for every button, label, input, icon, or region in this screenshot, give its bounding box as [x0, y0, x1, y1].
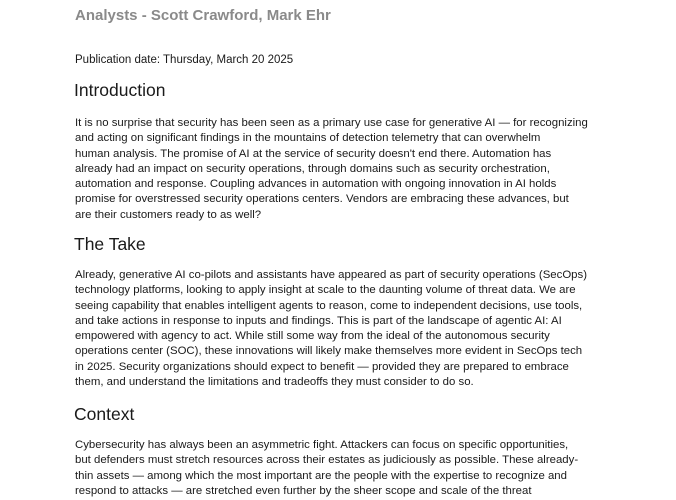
paragraph-line: technology platforms, looking to apply insight at scale to the daunting volume of threat data. We are [75, 284, 576, 297]
section-heading-context: Context [74, 404, 135, 424]
paragraph-line: empowered with agency to act. While still some way from the ideal of the autonomous security [75, 330, 550, 343]
paragraph-line: promise for overstressed security operations centers. Vendors are embracing these advances, but [75, 193, 569, 206]
paragraph-line: Cybersecurity has always been an asymmetric fight. Attackers can focus on specific opportunities, [75, 439, 569, 451]
paragraph-line: and take actions in response to inputs and findings. This is part of the landscape of agentic AI: AI [75, 314, 562, 327]
section-paragraph-the-take [75, 268, 620, 390]
paragraph-line: It is no surprise that security has been seen as a primary use case for generative AI — for recognizing [75, 117, 588, 129]
paragraph-line: respond to attacks — are stretched even further by the sheer scope and scale of the threat [75, 484, 532, 497]
section-heading-the-take: The Take [74, 234, 146, 254]
section-heading-introduction: Introduction [74, 80, 166, 100]
publication-date: Publication date: Thursday, March 20 2025 [75, 54, 294, 66]
paragraph-line: in 2025. Security organizations should expect to benefit — provided they are prepared to embrace [75, 360, 569, 373]
paragraph-line: but defenders must stretch resources across their estates as judiciously as possible. These already- [75, 454, 579, 467]
section-paragraph-introduction [75, 116, 620, 223]
paragraph-line: automation and response. Coupling advances in automation with ongoing innovation in AI holds [75, 178, 557, 191]
paragraph-line: them, and understand the limitations and tradeoffs they must consider to do so. [75, 376, 474, 389]
paragraph-line: seeing capability that enables intelligent agents to reason, come to independent decisions, use tools, [75, 299, 583, 312]
section-paragraph-context [75, 438, 620, 499]
paragraph-line: operations center (SOC), these innovations will likely make themselves more evident in SecOps tech [75, 345, 583, 358]
paragraph-line: and acting on significant findings in the mountains of detection telemetry that can overwhelm [75, 132, 541, 145]
paragraph-line: are their customers ready to as well? [75, 208, 262, 221]
paragraph-line: already had an impact on security operations, through domains such as security orchestration, [75, 162, 550, 175]
paragraph-line: thin assets — among which the most important are the people with the expertise to recognize and [75, 469, 567, 482]
paragraph-line: Already, generative AI co-pilots and assistants have appeared as part of security operations (SecOps) [75, 269, 588, 281]
analysts-byline: Analysts - Scott Crawford, Mark Ehr [75, 7, 331, 24]
paragraph-line: human analysis. The promise of AI at the service of security doesn't end there. Automation has [75, 147, 552, 160]
